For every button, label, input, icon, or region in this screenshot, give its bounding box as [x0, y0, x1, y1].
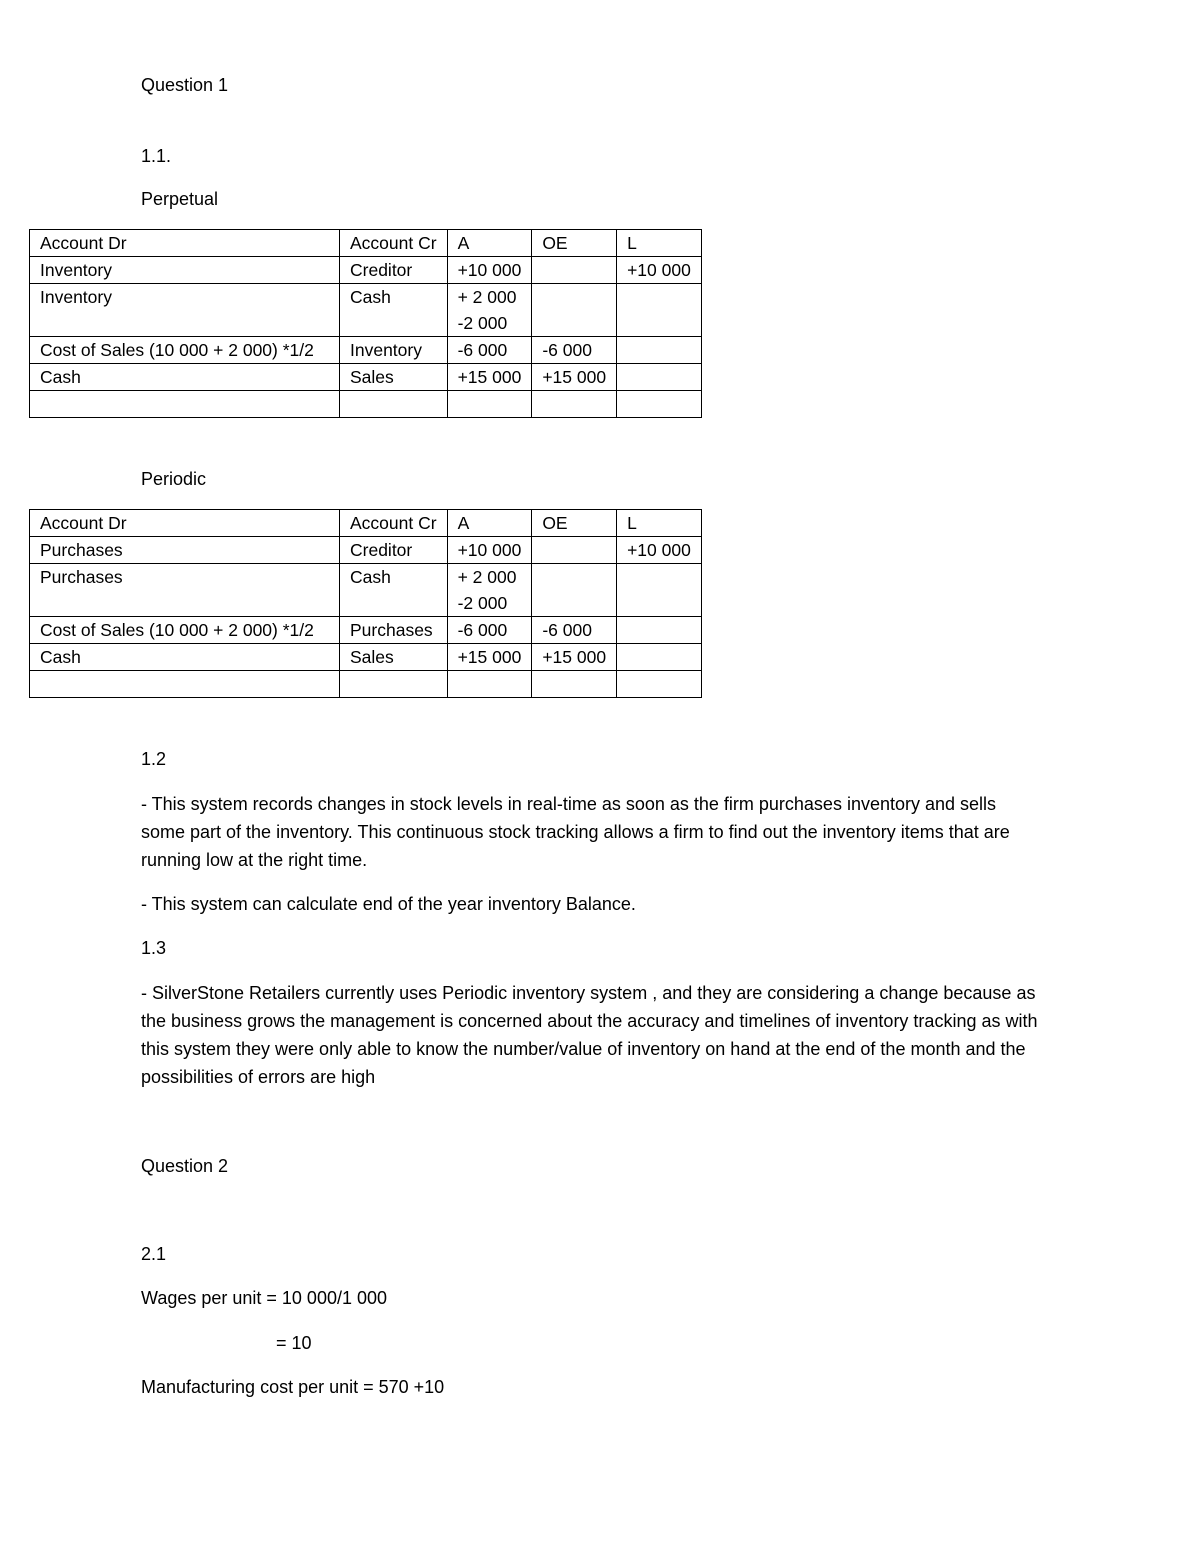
table-row — [30, 617, 702, 644]
cell-a: -6 000 — [447, 617, 532, 644]
header-a: A — [447, 510, 532, 537]
header-l: L — [617, 230, 702, 257]
cell-cr: Cash — [340, 564, 448, 617]
table-row — [30, 537, 702, 564]
wages-per-unit-result: = 10 — [276, 1333, 312, 1353]
cell-a-line: -2 000 — [457, 313, 508, 333]
cell-l — [617, 337, 702, 364]
perpetual-table — [29, 229, 702, 418]
table-row — [30, 284, 702, 337]
cell-dr: Inventory — [30, 284, 340, 337]
cell-oe — [532, 564, 617, 617]
paragraph-1-2-b: - This system can calculate end of the year inventory Balance. — [141, 894, 636, 914]
paragraph-1-3: - SilverStone Retailers currently uses Periodic inventory system , and they are considering a change because as the business grows the management is concerned about the accuracy and timelines of inventory tracking as with this system they were only able to know the number/value of inventory on hand at the end of the month and the possibilities of errors are high — [141, 983, 1038, 1087]
cell-l — [617, 284, 702, 337]
periodic-table — [29, 509, 702, 698]
cell-oe — [532, 284, 617, 337]
cell-oe: -6 000 — [532, 337, 617, 364]
cell-oe — [532, 671, 617, 698]
header-oe: OE — [532, 510, 617, 537]
perpetual-label: Perpetual — [141, 189, 219, 209]
cell-cr: Sales — [340, 644, 448, 671]
cell-dr: Cash — [30, 644, 340, 671]
cell-cr: Purchases — [340, 617, 448, 644]
cell-oe: +15 000 — [532, 644, 617, 671]
table-row — [30, 337, 702, 364]
cell-oe — [532, 391, 617, 418]
cell-dr: Cash — [30, 364, 340, 391]
cell-a-line: + 2 000 — [457, 567, 517, 587]
cell-dr: Purchases — [30, 537, 340, 564]
table-row — [30, 257, 702, 284]
header-account-dr: Account Dr — [30, 230, 340, 257]
manufacturing-cost-line: Manufacturing cost per unit = 570 +10 — [141, 1377, 445, 1397]
cell-dr: Cost of Sales (10 000 + 2 000) *1/2 — [30, 617, 340, 644]
cell-a — [447, 671, 532, 698]
periodic-label: Periodic — [141, 469, 207, 489]
cell-l — [617, 644, 702, 671]
cell-oe: +15 000 — [532, 364, 617, 391]
table-header-row — [30, 510, 702, 537]
table-row — [30, 391, 702, 418]
cell-a — [447, 391, 532, 418]
header-account-dr: Account Dr — [30, 510, 340, 537]
table-row — [30, 364, 702, 391]
cell-oe: -6 000 — [532, 617, 617, 644]
cell-l — [617, 364, 702, 391]
header-a: A — [447, 230, 532, 257]
cell-oe — [532, 537, 617, 564]
header-oe: OE — [532, 230, 617, 257]
question-2-heading: Question 2 — [141, 1156, 229, 1176]
cell-l: +10 000 — [617, 537, 702, 564]
cell-a: -6 000 — [447, 337, 532, 364]
cell-a: +10 000 — [447, 537, 532, 564]
cell-l: +10 000 — [617, 257, 702, 284]
table-row — [30, 564, 702, 617]
cell-dr — [30, 671, 340, 698]
table-header-row — [30, 230, 702, 257]
question-1-heading: Question 1 — [141, 75, 229, 95]
cell-l — [617, 671, 702, 698]
cell-a: +15 000 — [447, 364, 532, 391]
cell-cr: Cash — [340, 284, 448, 337]
header-l: L — [617, 510, 702, 537]
header-account-cr: Account Cr — [340, 510, 448, 537]
table-row — [30, 671, 702, 698]
cell-dr: Inventory — [30, 257, 340, 284]
header-account-cr: Account Cr — [340, 230, 448, 257]
wages-per-unit-line: Wages per unit = 10 000/1 000 — [141, 1288, 388, 1308]
cell-cr: Sales — [340, 364, 448, 391]
subsection-1-3: 1.3 — [141, 938, 167, 958]
cell-a: +15 000 — [447, 644, 532, 671]
cell-cr: Inventory — [340, 337, 448, 364]
cell-l — [617, 617, 702, 644]
cell-dr — [30, 391, 340, 418]
cell-a — [447, 564, 532, 617]
cell-a-line: + 2 000 — [457, 287, 517, 307]
subsection-1-1: 1.1. — [141, 146, 172, 166]
cell-cr: Creditor — [340, 257, 448, 284]
cell-a: +10 000 — [447, 257, 532, 284]
cell-a-line: -2 000 — [457, 593, 508, 613]
table-row — [30, 644, 702, 671]
cell-l — [617, 391, 702, 418]
cell-oe — [532, 257, 617, 284]
cell-cr — [340, 391, 448, 418]
cell-dr: Purchases — [30, 564, 340, 617]
cell-dr: Cost of Sales (10 000 + 2 000) *1/2 — [30, 337, 340, 364]
cell-cr — [340, 671, 448, 698]
subsection-2-1: 2.1 — [141, 1244, 167, 1264]
cell-l — [617, 564, 702, 617]
cell-cr: Creditor — [340, 537, 448, 564]
paragraph-1-2-a: - This system records changes in stock levels in real-time as soon as the firm purchases inventory and sells some part of the inventory. This continuous stock tracking allows a firm to find out the inventory items that are running low at the right time. — [141, 794, 1010, 870]
subsection-1-2: 1.2 — [141, 749, 167, 769]
cell-a — [447, 284, 532, 337]
